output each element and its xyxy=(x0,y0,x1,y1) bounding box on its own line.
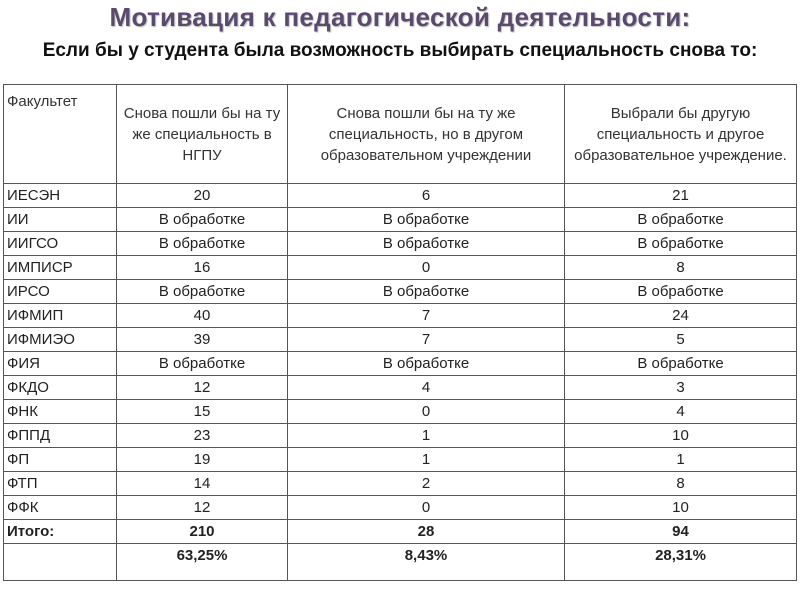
header-row xyxy=(4,85,797,184)
cell-other: 8 xyxy=(565,472,797,496)
cell-same-other: 0 xyxy=(288,496,565,520)
cell-faculty: ФИЯ xyxy=(4,352,117,376)
cell-other: 1 xyxy=(565,448,797,472)
cell-faculty: ИЕСЭН xyxy=(4,184,117,208)
cell-faculty: ФП xyxy=(4,448,117,472)
total-other: 94 xyxy=(565,520,797,544)
cell-faculty: ИМПИСР xyxy=(4,256,117,280)
total-same-ngpu: 210 xyxy=(117,520,288,544)
table-row xyxy=(4,208,797,232)
cell-faculty: ФКДО xyxy=(4,376,117,400)
slide-subtitle: Если бы у студента была возможность выбирать специальность снова то: xyxy=(42,40,758,61)
cell-other: 5 xyxy=(565,328,797,352)
header-faculty: Факультет xyxy=(4,85,117,184)
percent-row xyxy=(4,544,797,581)
table-row xyxy=(4,472,797,496)
cell-faculty: ИИ xyxy=(4,208,117,232)
table-row xyxy=(4,184,797,208)
cell-same-ngpu: 12 xyxy=(117,376,288,400)
cell-faculty: ИФМИЭО xyxy=(4,328,117,352)
cell-other: 10 xyxy=(565,424,797,448)
cell-same-other: 0 xyxy=(288,400,565,424)
table-row xyxy=(4,424,797,448)
slide-title: Мотивация к педагогической деятельности: xyxy=(109,2,691,32)
percent-label xyxy=(4,544,117,581)
percent-same-other: 8,43% xyxy=(288,544,565,581)
cell-same-ngpu: 12 xyxy=(117,496,288,520)
cell-other: 24 xyxy=(565,304,797,328)
cell-same-ngpu: 39 xyxy=(117,328,288,352)
cell-same-other: 4 xyxy=(288,376,565,400)
cell-same-other: 2 xyxy=(288,472,565,496)
table-row xyxy=(4,496,797,520)
table-row xyxy=(4,352,797,376)
cell-other: В обработке xyxy=(565,352,797,376)
cell-same-ngpu: 14 xyxy=(117,472,288,496)
cell-same-ngpu: В обработке xyxy=(117,280,288,304)
cell-other: 3 xyxy=(565,376,797,400)
cell-same-other: В обработке xyxy=(288,232,565,256)
cell-faculty: ФТП xyxy=(4,472,117,496)
cell-faculty: ИФМИП xyxy=(4,304,117,328)
cell-faculty: ФФК xyxy=(4,496,117,520)
cell-other: 10 xyxy=(565,496,797,520)
cell-other: 21 xyxy=(565,184,797,208)
cell-other: 4 xyxy=(565,400,797,424)
cell-same-ngpu: 15 xyxy=(117,400,288,424)
cell-other: В обработке xyxy=(565,232,797,256)
total-label: Итого: xyxy=(4,520,117,544)
cell-same-ngpu: 19 xyxy=(117,448,288,472)
cell-same-ngpu: В обработке xyxy=(117,352,288,376)
cell-other: В обработке xyxy=(565,280,797,304)
cell-faculty: ИРСО xyxy=(4,280,117,304)
table-row xyxy=(4,280,797,304)
cell-same-ngpu: 23 xyxy=(117,424,288,448)
cell-other: 8 xyxy=(565,256,797,280)
cell-same-ngpu: В обработке xyxy=(117,208,288,232)
total-row xyxy=(4,520,797,544)
cell-same-other: 7 xyxy=(288,328,565,352)
cell-same-other: 1 xyxy=(288,448,565,472)
cell-faculty: ФНК xyxy=(4,400,117,424)
cell-same-ngpu: В обработке xyxy=(117,232,288,256)
cell-other: В обработке xyxy=(565,208,797,232)
table-row xyxy=(4,256,797,280)
cell-same-other: 6 xyxy=(288,184,565,208)
cell-same-other: В обработке xyxy=(288,280,565,304)
cell-same-other: 1 xyxy=(288,424,565,448)
header-other: Выбрали бы другую специальность и другое образовательное учреждение. xyxy=(565,85,797,184)
results-table xyxy=(3,84,797,581)
cell-same-other: В обработке xyxy=(288,208,565,232)
total-same-other: 28 xyxy=(288,520,565,544)
header-same-ngpu: Снова пошли бы на ту же специальность в НГПУ xyxy=(117,85,288,184)
table-row xyxy=(4,376,797,400)
table-row xyxy=(4,400,797,424)
cell-same-other: 7 xyxy=(288,304,565,328)
cell-same-other: В обработке xyxy=(288,352,565,376)
table-row xyxy=(4,304,797,328)
table-row xyxy=(4,448,797,472)
cell-same-other: 0 xyxy=(288,256,565,280)
header-same-other: Снова пошли бы на ту же специальность, но в другом образовательном учреждении xyxy=(288,85,565,184)
cell-same-ngpu: 40 xyxy=(117,304,288,328)
cell-faculty: ФППД xyxy=(4,424,117,448)
percent-same-ngpu: 63,25% xyxy=(117,544,288,581)
cell-same-ngpu: 20 xyxy=(117,184,288,208)
cell-same-ngpu: 16 xyxy=(117,256,288,280)
table-row xyxy=(4,232,797,256)
percent-other: 28,31% xyxy=(565,544,797,581)
cell-faculty: ИИГСО xyxy=(4,232,117,256)
table-row xyxy=(4,328,797,352)
